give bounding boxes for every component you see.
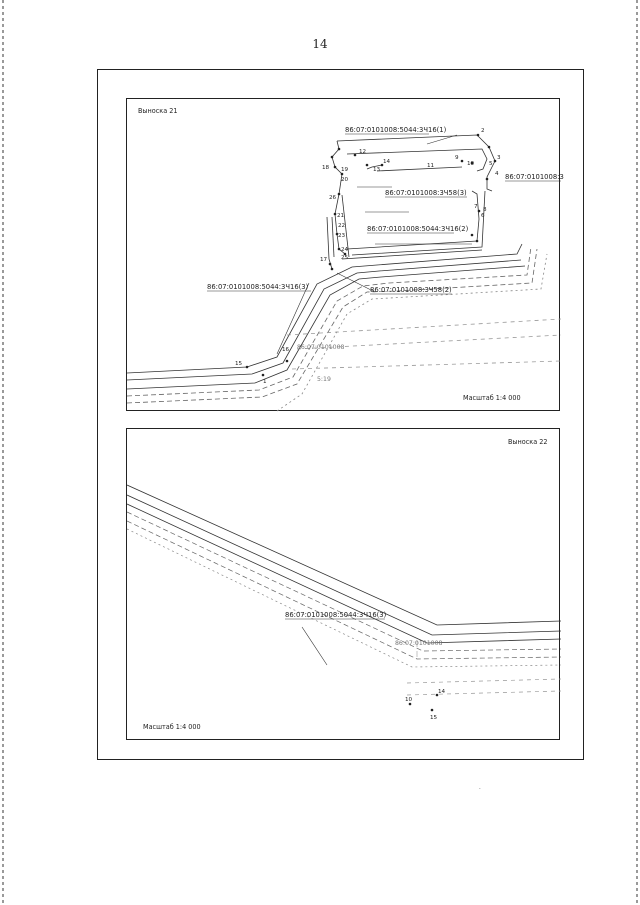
scale-label: Масштаб 1:4 000	[463, 393, 521, 402]
point-number: 22	[338, 223, 346, 229]
inset-panel-21	[126, 98, 564, 411]
parcel-boundary	[332, 217, 334, 257]
parcel-label: 86:07:0101008:3Ч58(2)	[370, 286, 452, 294]
leader-line	[302, 627, 327, 665]
road-dashed	[407, 691, 561, 695]
road-dashed	[292, 361, 561, 369]
outer-frame	[97, 69, 584, 791]
point-number: 16	[282, 347, 290, 353]
point-number: 6	[481, 213, 485, 219]
point-number: 25	[341, 255, 349, 261]
parcel-boundary	[327, 217, 332, 269]
map-drawing-21	[127, 99, 564, 412]
faint-parcel-label: 86:07:0101008	[395, 640, 443, 647]
point-number: 3	[497, 155, 501, 161]
survey-point	[476, 240, 479, 243]
corridor-dashed	[127, 512, 561, 651]
survey-point	[334, 166, 337, 169]
point-number: 2	[481, 128, 485, 134]
point-number: 10	[405, 697, 413, 703]
parcel-boundary	[352, 191, 485, 255]
parcel-label: 86:07:0101008:5044:3Ч16(3)	[285, 611, 387, 619]
survey-point	[338, 248, 341, 251]
parcel-label: 86:07:0101008:3Ч58(3)	[385, 189, 467, 197]
faint-parcel-label: 5:19	[317, 376, 331, 383]
corridor-dashed	[277, 254, 547, 411]
point-number: 4	[495, 171, 499, 177]
scan-edge-left	[2, 0, 4, 905]
corridor-line	[127, 485, 561, 625]
point-number: 5	[489, 161, 493, 167]
map-drawing-22	[127, 429, 561, 791]
parcel-boundary	[377, 167, 462, 171]
survey-point	[494, 160, 497, 163]
inset-title: Выноска 21	[138, 106, 178, 115]
scale-label: Масштаб 1:4 000	[143, 722, 201, 731]
survey-point	[329, 263, 332, 266]
point-number: 15	[235, 361, 243, 367]
survey-point	[331, 268, 334, 271]
parcel-boundary	[347, 191, 479, 249]
point-number: 9	[455, 155, 459, 161]
survey-point	[262, 374, 265, 377]
road-dashed	[287, 319, 561, 335]
point-number: 23	[338, 233, 346, 239]
page-number: 14	[312, 37, 328, 51]
point-number: 15	[430, 715, 438, 721]
corridor-dashed	[127, 247, 531, 396]
point-number: 13	[373, 167, 381, 173]
inset-title: Выноска 22	[508, 437, 548, 446]
point-number: 7	[474, 204, 478, 210]
survey-point	[338, 148, 341, 151]
inset-panel-22	[126, 428, 560, 791]
survey-point	[488, 146, 491, 149]
point-number: 8	[483, 207, 487, 213]
survey-point	[486, 178, 489, 181]
survey-point	[471, 234, 474, 237]
corridor-dashed	[127, 529, 561, 667]
parcel-label: 86:07:0101008:3	[505, 173, 564, 181]
parcel-label: 86:07:0101008:5044:3Ч16(3)	[207, 283, 309, 291]
point-number: 19	[341, 167, 349, 173]
point-number: 12	[359, 149, 367, 155]
survey-point	[334, 213, 337, 216]
survey-point	[431, 709, 434, 712]
road-dashed	[407, 679, 561, 683]
corridor-line	[127, 260, 521, 380]
point-number: 21	[337, 213, 345, 219]
survey-point	[338, 193, 341, 196]
corridor-line	[127, 266, 525, 389]
parcel-label: 86:07:0101008:5044:3Ч16(1)	[345, 126, 447, 134]
point-number: 26	[329, 195, 337, 201]
survey-point	[354, 154, 357, 157]
corridor-dashed	[127, 249, 537, 403]
survey-point	[331, 156, 334, 159]
faint-parcel-label: 86:07:0101008	[297, 344, 345, 351]
point-number: 20	[341, 177, 349, 183]
survey-point	[286, 360, 289, 363]
svg-text:.: .	[479, 785, 481, 791]
scan-edge-right	[636, 0, 638, 905]
point-number: 17	[320, 257, 328, 263]
point-number: 14	[438, 689, 446, 695]
survey-point	[461, 160, 464, 163]
point-number: 14	[383, 159, 391, 165]
survey-point	[477, 134, 480, 137]
survey-point	[246, 366, 249, 369]
point-number: 24	[341, 247, 349, 253]
point-number: 18	[322, 165, 330, 171]
corridor-dashed	[127, 521, 561, 659]
survey-point	[409, 703, 412, 706]
parcel-boundary	[347, 149, 487, 171]
parcel-label: 86:07:0101008:5044:3Ч16(2)	[367, 225, 469, 233]
survey-point	[341, 173, 344, 176]
point-number: 1	[263, 379, 267, 385]
point-number: 11	[427, 163, 435, 169]
survey-point	[478, 210, 481, 213]
point-number: 10	[467, 161, 475, 167]
survey-point	[366, 164, 369, 167]
